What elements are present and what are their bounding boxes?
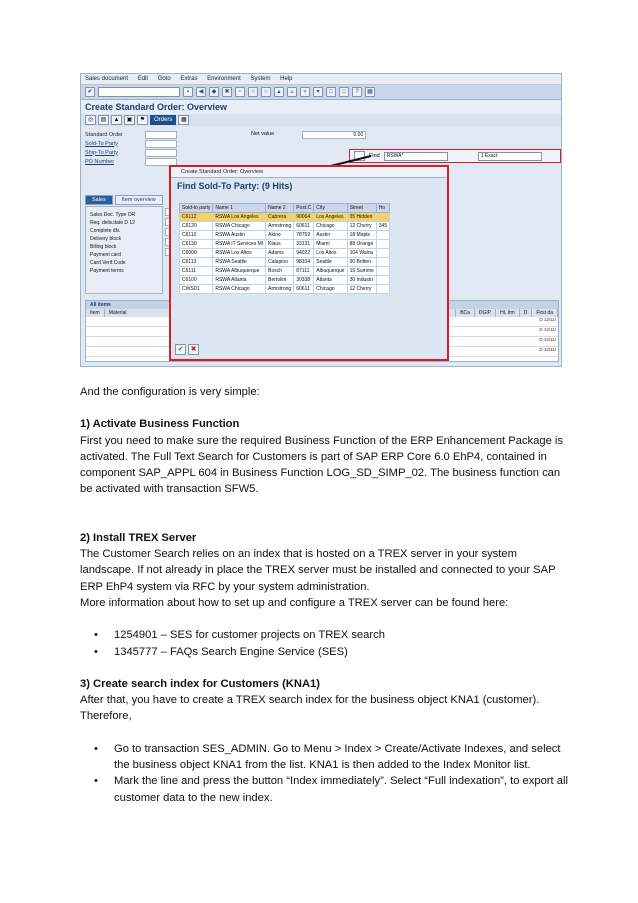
cell: Calapino — [266, 258, 294, 267]
cell: RSWA Chicago — [213, 285, 266, 294]
popup-title: Create Standard Order: Overview — [171, 167, 447, 178]
exit-icon[interactable]: ◆ — [209, 87, 219, 97]
save-icon[interactable]: ▪ — [183, 87, 193, 97]
table-row[interactable] — [180, 258, 390, 267]
table-row[interactable] — [180, 222, 390, 231]
warning-icon[interactable]: ▲ — [111, 115, 122, 125]
cell: RSWA Seattle — [213, 258, 266, 267]
date-cell: D 12/11/ — [539, 337, 556, 342]
last-page-icon[interactable]: ▾ — [313, 87, 323, 97]
cell: Los Angeles — [314, 213, 347, 222]
menu-environment[interactable]: Environment — [207, 76, 241, 82]
popup-buttons — [175, 344, 199, 355]
prev-page-icon[interactable]: ▵ — [287, 87, 297, 97]
table-row[interactable] — [180, 231, 390, 240]
menu-help[interactable]: Help — [280, 76, 293, 82]
cell: RSWA IT Services MI — [213, 240, 266, 249]
cell: 98104 — [294, 258, 314, 267]
col-postc[interactable]: Post.C — [294, 204, 314, 213]
section-2-body: The Customer Search relies on an index that is hosted on a TREX server in your system landscape. If not already in place the TREX server must be installed and connected to your SAP ERP EhP4 system via RFC by your system administration. — [80, 548, 556, 593]
close-icon[interactable]: ✖ — [188, 344, 199, 355]
dgip-col[interactable]: DGIP — [475, 309, 496, 317]
cell: Chicago — [314, 285, 347, 294]
first-date-col[interactable]: First da — [532, 309, 558, 317]
sold-to-party-label[interactable]: Sold-To Party — [85, 140, 119, 147]
cell: C6120 — [180, 222, 213, 231]
cell — [376, 267, 389, 276]
cell: 15 Summe — [347, 267, 376, 276]
table-row[interactable] — [180, 267, 390, 276]
item-icon[interactable]: ▣ — [124, 115, 135, 125]
cell: 12 Cherry — [347, 222, 376, 231]
cell: 35 Hidden — [347, 213, 376, 222]
find-label: Find — [369, 153, 380, 159]
cell: Los Altos — [314, 249, 347, 258]
next-page-icon[interactable]: ▿ — [300, 87, 310, 97]
cell: RSWA Atlanta — [213, 276, 266, 285]
cell: Bosch — [266, 267, 294, 276]
layout-icon[interactable]: ▦ — [365, 87, 375, 97]
cell: 33131 — [294, 240, 314, 249]
cell: 12 Cherry — [347, 285, 376, 294]
list-item: • Mark the line and press the button “Index immediately”. Select “Full indexation”, to export all customer data to the new index. — [94, 775, 568, 804]
find-option-select[interactable]: 1 Exact — [478, 152, 542, 161]
po-number-label[interactable]: PO Number — [85, 158, 115, 165]
table-row[interactable] — [180, 249, 390, 258]
section-3-body: After that, you have to create a TREX search index for the business object KNA1 (customer). Therefore, — [80, 694, 540, 723]
hits-table — [179, 203, 390, 294]
cell: Austin — [314, 231, 347, 240]
cell: RSWA Los Angeles — [213, 213, 266, 222]
first-page-icon[interactable]: ▴ — [274, 87, 284, 97]
new-session-icon[interactable]: □ — [326, 87, 336, 97]
cell: C6000 — [180, 249, 213, 258]
cell: RSWA Los Altos — [213, 249, 266, 258]
tab-item-overview[interactable]: Item overview — [115, 195, 163, 205]
help-icon[interactable]: ? — [352, 87, 362, 97]
cell: 94022 — [294, 249, 314, 258]
cell: RSWA Chicago — [213, 222, 266, 231]
date-cell: D 12/11/ — [539, 347, 556, 352]
cell — [376, 258, 389, 267]
section-2-list — [80, 627, 570, 660]
table-row[interactable] — [180, 240, 390, 249]
cell: Atlanta — [314, 276, 347, 285]
find-icon[interactable]: ○ — [248, 87, 258, 97]
cell: Armstrong — [266, 222, 294, 231]
section-1-heading: 1) Activate Business Function — [80, 418, 240, 431]
col-city[interactable]: City — [314, 204, 347, 213]
req-deliv-date-label: Req. deliv.date — [90, 220, 123, 226]
list-item-text: Mark the line and press the button “Index immediately”. Select “Full indexation”, to export all customer data to the new index. — [114, 775, 568, 804]
section-3-heading: 3) Create search index for Customers (KNA1) — [80, 677, 320, 690]
d-col[interactable]: D — [520, 309, 533, 317]
delivery-block-label: Delivery block — [90, 236, 122, 242]
standard-order-label: Standard Order — [85, 131, 123, 138]
material-col[interactable]: Material — [105, 309, 456, 317]
cell: 345 — [376, 222, 389, 231]
list-item: • 1345777 – FAQs Search Engine Service (SES) — [94, 645, 348, 658]
section-1-body: First you need to make sure the required Business Function of the ERP Enhancement Package is activated. The Full Text Search for Customers is part of SAP ERP Core 6.0 EhP4, contained in component SAP_APPL 604 in Business Function LOG_SD_SIMP_02. The business function can be activated with transaction SFW5. — [80, 434, 563, 496]
sales-doc-type-label: Sales Doc. Type — [90, 212, 127, 218]
find-popup — [169, 165, 449, 361]
table-row[interactable] — [180, 285, 390, 294]
cell: 90064 — [294, 213, 314, 222]
billing-block-label: Billing block — [90, 244, 117, 250]
cell: 30338 — [294, 276, 314, 285]
cell: Armstrong — [266, 285, 294, 294]
cell: Bertolini — [266, 276, 294, 285]
col-name1[interactable]: Name 1 — [213, 204, 266, 213]
col-street[interactable]: Street — [347, 204, 376, 213]
cell: CWSD1 — [180, 285, 213, 294]
menu-system[interactable]: System — [250, 76, 271, 82]
tab-sales[interactable]: Sales — [85, 195, 113, 205]
cell: 88 Orange — [347, 240, 376, 249]
cell: C6111 — [180, 267, 213, 276]
list-item-text: 1345777 – FAQs Search Engine Service (SES) — [114, 645, 348, 658]
header-icon[interactable]: ▤ — [98, 115, 109, 125]
bca-col[interactable]: BCa — [456, 309, 475, 317]
cell: 90 Britten — [347, 258, 376, 267]
col-ho[interactable]: Ho — [376, 204, 389, 213]
cell: C6110 — [180, 231, 213, 240]
cell: 78759 — [294, 231, 314, 240]
date-cell: D 12/11/ — [539, 327, 556, 332]
cell: Miami — [314, 240, 347, 249]
menu-sales-document[interactable]: Sales document — [85, 76, 129, 82]
confirm-icon[interactable]: ✔ — [175, 344, 186, 355]
table-row[interactable] — [180, 213, 390, 222]
cell: 18 Maple — [347, 231, 376, 240]
cell: Akino — [266, 231, 294, 240]
enter-icon[interactable]: ✔ — [85, 87, 95, 97]
cell: 60611 — [294, 222, 314, 231]
hl-itm-col[interactable]: HL Itm — [496, 309, 520, 317]
flag-icon[interactable]: ⚑ — [137, 115, 148, 125]
cell — [376, 213, 389, 222]
item-col[interactable]: Item — [86, 309, 105, 317]
cell: 104 Walnu — [347, 249, 376, 258]
req-deliv-value[interactable]: 12 — [129, 220, 135, 226]
list-item: • Go to transaction SES_ADMIN. Go to Menu > Index > Create/Activate Indexes, and select the business object KNA1 from the list. KNA1 is then added to the Index Monitor list. — [94, 742, 561, 772]
payment-terms-label: Payment terms — [90, 268, 124, 274]
cell: Albuquerque — [314, 267, 347, 276]
cell: C6130 — [180, 240, 213, 249]
cell — [376, 249, 389, 258]
back-icon[interactable]: ◀ — [196, 87, 206, 97]
cell: 60611 — [294, 285, 314, 294]
table-row[interactable] — [180, 276, 390, 285]
cell: 87111 — [294, 267, 314, 276]
list-item-text: 1254901 – SES for customer projects on TREX search — [114, 629, 385, 642]
find-next-icon[interactable]: ○ — [261, 87, 271, 97]
cell: C6113 — [180, 258, 213, 267]
menu-goto[interactable]: Goto — [157, 76, 171, 82]
col-sold-to[interactable]: Sold-to party — [180, 204, 213, 213]
sap-screenshot — [80, 73, 562, 367]
list-item-text: Go to transaction SES_ADMIN. Go to Menu > Index > Create/Activate Indexes, and select the business object KNA1 from the list. KNA1 is then added to the Index Monitor list. — [114, 742, 561, 772]
find-input[interactable]: RSWA* — [384, 152, 448, 161]
card-verif-code-label: Card Verif.Code — [90, 260, 126, 266]
cell — [376, 231, 389, 240]
cell: RSWA Austin — [213, 231, 266, 240]
section-2-heading: 2) Install TREX Server — [80, 531, 197, 544]
section-3-list — [80, 741, 570, 806]
cell: 30 Industri — [347, 276, 376, 285]
cell — [376, 285, 389, 294]
complete-dlv-label[interactable]: Complete dlv. — [90, 228, 121, 234]
shortcut-icon[interactable]: □ — [339, 87, 349, 97]
cell: C6100 — [180, 276, 213, 285]
print-icon[interactable]: ▫ — [235, 87, 245, 97]
cell: Seattle — [314, 258, 347, 267]
col-name2[interactable]: Name 2 — [266, 204, 294, 213]
grid-icon[interactable]: ▦ — [178, 115, 189, 125]
cell: Chicago — [314, 222, 347, 231]
cell: Cabrera — [266, 213, 294, 222]
section-2-more: More information about how to set up and configure a TREX server can be found here: — [80, 596, 509, 609]
cell: Klaus — [266, 240, 294, 249]
net-value-field: 0.00 — [302, 131, 366, 139]
cell — [376, 276, 389, 285]
menu-extras[interactable]: Extras — [180, 76, 198, 82]
all-items-header: All items — [86, 301, 558, 309]
payment-card-label: Payment card — [90, 252, 121, 258]
cell: C6112 — [180, 213, 213, 222]
date-cell: D 12/11/ — [539, 317, 556, 322]
menu-edit[interactable]: Edit — [137, 76, 149, 82]
orders-button[interactable]: Orders — [150, 115, 176, 125]
display-icon[interactable]: ◎ — [85, 115, 96, 125]
cell — [376, 240, 389, 249]
sales-doc-type-value[interactable]: OR — [127, 212, 136, 218]
document-body — [80, 384, 570, 806]
cancel-icon[interactable]: ✖ — [222, 87, 232, 97]
list-item: • 1254901 – SES for customer projects on TREX search — [94, 629, 385, 642]
cell: RSWA Albuquerque — [213, 267, 266, 276]
req-deliv-prefix[interactable]: D — [124, 220, 128, 226]
cell: Adams — [266, 249, 294, 258]
ship-to-party-label[interactable]: Ship-To Party — [85, 149, 119, 156]
popup-heading: Find Sold-To Party: (9 Hits) — [177, 181, 293, 191]
net-value-label: Net value — [251, 131, 275, 137]
intro-text: And the configuration is very simple: — [80, 386, 260, 398]
page-title: Create Standard Order: Overview — [81, 100, 561, 114]
